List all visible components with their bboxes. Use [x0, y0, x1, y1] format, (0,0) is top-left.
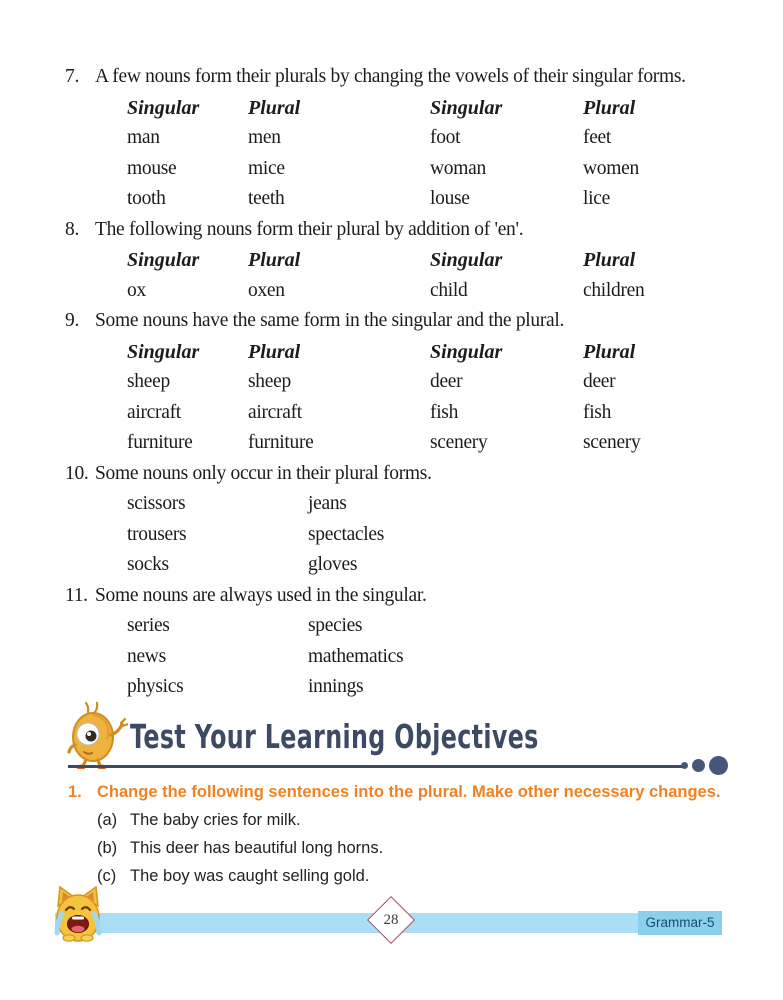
plural-value: deer — [583, 371, 616, 392]
column-header-singular: Singular — [430, 249, 503, 271]
plural-value: scenery — [583, 432, 641, 453]
item-label: (b) — [97, 839, 118, 857]
column-header-plural: Plural — [248, 96, 301, 119]
singular-value: louse — [430, 188, 470, 209]
rule-number: 9. — [65, 310, 80, 331]
item-label: (c) — [97, 867, 117, 885]
column-header-plural: Plural — [583, 96, 636, 119]
word-value: spectacles — [308, 523, 385, 545]
plural-value: teeth — [248, 188, 285, 209]
singular-value: man — [127, 127, 160, 148]
column-header-plural: Plural — [583, 249, 636, 271]
word-value: physics — [127, 676, 184, 697]
table-row — [127, 428, 745, 459]
item-label: (a) — [97, 811, 118, 829]
word-value: series — [127, 615, 170, 636]
word-value: jeans — [308, 493, 347, 514]
item-sentence: The baby cries for milk. — [130, 811, 301, 829]
singular-value: deer — [430, 371, 463, 392]
word-list-row — [127, 672, 745, 703]
rule-item-8 — [65, 215, 745, 246]
word-value: news — [127, 645, 166, 667]
singular-value: mouse — [127, 157, 177, 179]
column-header-singular: Singular — [430, 96, 503, 119]
singular-value: child — [430, 279, 468, 301]
rule-item-7 — [65, 62, 745, 93]
table-header-row — [127, 245, 745, 276]
rule-number: 11. — [65, 584, 88, 606]
rule-text: The following nouns form their plural by addition of 'en'. — [95, 218, 524, 240]
column-header-plural: Plural — [248, 249, 301, 271]
rule-text: Some nouns are always used in the singular. — [95, 584, 427, 606]
rule-number: 8. — [65, 218, 80, 240]
diamond-shape — [367, 896, 415, 944]
word-list-row — [127, 520, 745, 551]
rule-number: 7. — [65, 66, 80, 87]
table-header-row — [127, 93, 745, 124]
page-number: 28 — [383, 911, 399, 928]
book-label: Grammar-5 — [638, 911, 722, 935]
rule-item-11 — [65, 581, 745, 612]
singular-value: foot — [430, 127, 461, 148]
singular-value: sheep — [127, 371, 170, 392]
word-value: trousers — [127, 523, 187, 545]
test-your-learning-objectives-heading — [66, 708, 730, 776]
plural-value: fish — [583, 401, 612, 423]
plural-value: mice — [248, 157, 285, 179]
section-title: Test Your Learning Objectives — [130, 717, 539, 756]
singular-value: woman — [430, 157, 486, 179]
plural-value: furniture — [248, 432, 314, 453]
table-row — [127, 367, 745, 398]
rule-item-10 — [65, 459, 745, 490]
singular-value: furniture — [127, 432, 193, 453]
exercise-item-c — [68, 866, 728, 886]
word-value: scissors — [127, 493, 186, 514]
word-list-row — [127, 611, 745, 642]
dot-small — [681, 762, 688, 769]
word-list-row — [127, 550, 745, 581]
plural-value: men — [248, 127, 281, 148]
exercise-instruction-text: Change the following sentences into the plural. Make other necessary changes. — [97, 783, 721, 801]
plural-value: children — [583, 279, 645, 301]
word-list-row — [127, 642, 745, 673]
singular-value: aircraft — [127, 401, 181, 423]
plural-value: oxen — [248, 279, 285, 301]
item-sentence: The boy was caught selling gold. — [130, 867, 370, 885]
exercise-item-a — [68, 810, 728, 830]
word-value: gloves — [308, 554, 358, 575]
column-header-plural: Plural — [248, 340, 301, 363]
one-eyed-monster-icon — [66, 701, 128, 774]
plural-value: sheep — [248, 371, 291, 392]
table-row — [127, 123, 745, 154]
singular-value: tooth — [127, 188, 166, 209]
table-header-row — [127, 337, 745, 368]
plural-value: women — [583, 157, 639, 179]
exercise-item-b — [68, 838, 728, 858]
table-row — [127, 398, 745, 429]
singular-value: ox — [127, 279, 146, 301]
column-header-singular: Singular — [127, 249, 200, 271]
rule-text: Some nouns only occur in their plural forms. — [95, 462, 432, 484]
rule-text: A few nouns form their plurals by changing the vowels of their singular forms. — [95, 66, 686, 87]
word-value: innings — [308, 676, 364, 697]
table-row — [127, 276, 745, 307]
rule-item-9 — [65, 306, 745, 337]
page-number-diamond — [367, 896, 415, 944]
table-row — [127, 184, 745, 215]
column-header-plural: Plural — [583, 340, 636, 363]
plural-value: feet — [583, 127, 612, 148]
exercise-number: 1. — [68, 783, 82, 801]
heading-dots-decoration — [681, 755, 728, 775]
crying-dog-icon — [46, 884, 110, 947]
heading-underline — [68, 765, 686, 768]
word-list-row — [127, 489, 745, 520]
singular-value: scenery — [430, 432, 488, 453]
exercise-instruction — [68, 782, 728, 802]
rule-text: Some nouns have the same form in the singular and the plural. — [95, 310, 565, 331]
item-sentence: This deer has beautiful long horns. — [130, 839, 384, 857]
singular-value: fish — [430, 401, 459, 423]
word-value: mathematics — [308, 645, 404, 667]
column-header-singular: Singular — [430, 340, 503, 363]
word-value: species — [308, 615, 363, 636]
column-header-singular: Singular — [127, 340, 200, 363]
plural-value: aircraft — [248, 401, 302, 423]
plural-value: lice — [583, 188, 610, 209]
dot-large — [709, 756, 728, 775]
rule-number: 10. — [65, 462, 89, 484]
column-header-singular: Singular — [127, 96, 200, 119]
grammar-rules-section — [65, 62, 745, 703]
word-value: socks — [127, 554, 169, 575]
exercise-section — [68, 782, 728, 886]
dot-medium — [692, 759, 705, 772]
table-row — [127, 154, 745, 185]
